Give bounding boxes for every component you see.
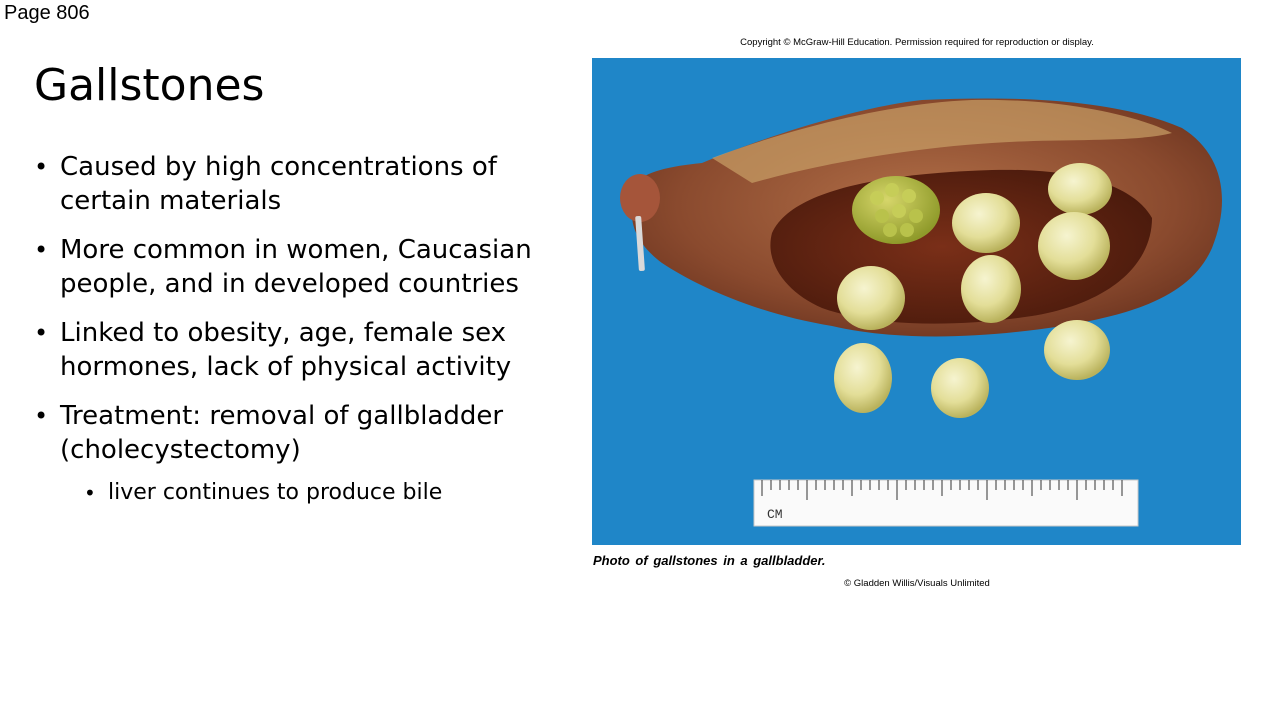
bullet-text: Caused by high concentrations of certain materials: [60, 152, 497, 216]
copyright-notice: Copyright © McGraw-Hill Education. Permission required for reproduction or display.: [740, 37, 1094, 48]
bullet-text: Linked to obesity, age, female sex hormones, lack of physical activity: [60, 318, 512, 382]
sub-bullet-list: [60, 479, 534, 507]
green-gallstone: [852, 176, 940, 244]
gallstone: [834, 343, 892, 413]
figure-caption: Photo of gallstones in a gallbladder.: [593, 553, 826, 568]
bullet-text: Treatment: removal of gallbladder (cholecystectomy): [60, 401, 504, 465]
gallbladder-illustration: [592, 58, 1241, 545]
bullet-item: [34, 233, 534, 301]
measurement-ruler: [754, 480, 1138, 526]
photo-credit: © Gladden Willis/Visuals Unlimited: [844, 578, 990, 589]
bullet-item: [34, 150, 534, 218]
gallstone: [1038, 212, 1110, 280]
bullet-item: [34, 316, 534, 384]
bullet-item: [34, 399, 534, 507]
gallstone: [961, 255, 1021, 323]
ruler-label: CM: [767, 507, 783, 522]
gallstones-photo: [592, 58, 1241, 545]
slide-title: Gallstones: [34, 60, 265, 111]
sub-bullet-item: [84, 479, 534, 507]
gallstone: [1048, 163, 1112, 215]
sub-bullet-text: liver continues to produce bile: [108, 480, 443, 505]
gallstone: [837, 266, 905, 330]
gallstone: [1044, 320, 1110, 380]
bullet-list: [34, 150, 534, 522]
gallbladder-neck: [620, 174, 660, 222]
gallstone: [952, 193, 1020, 253]
gallstone: [931, 358, 989, 418]
page-number: Page 806: [4, 2, 90, 24]
bullet-text: More common in women, Caucasian people, and in developed countries: [60, 235, 532, 299]
